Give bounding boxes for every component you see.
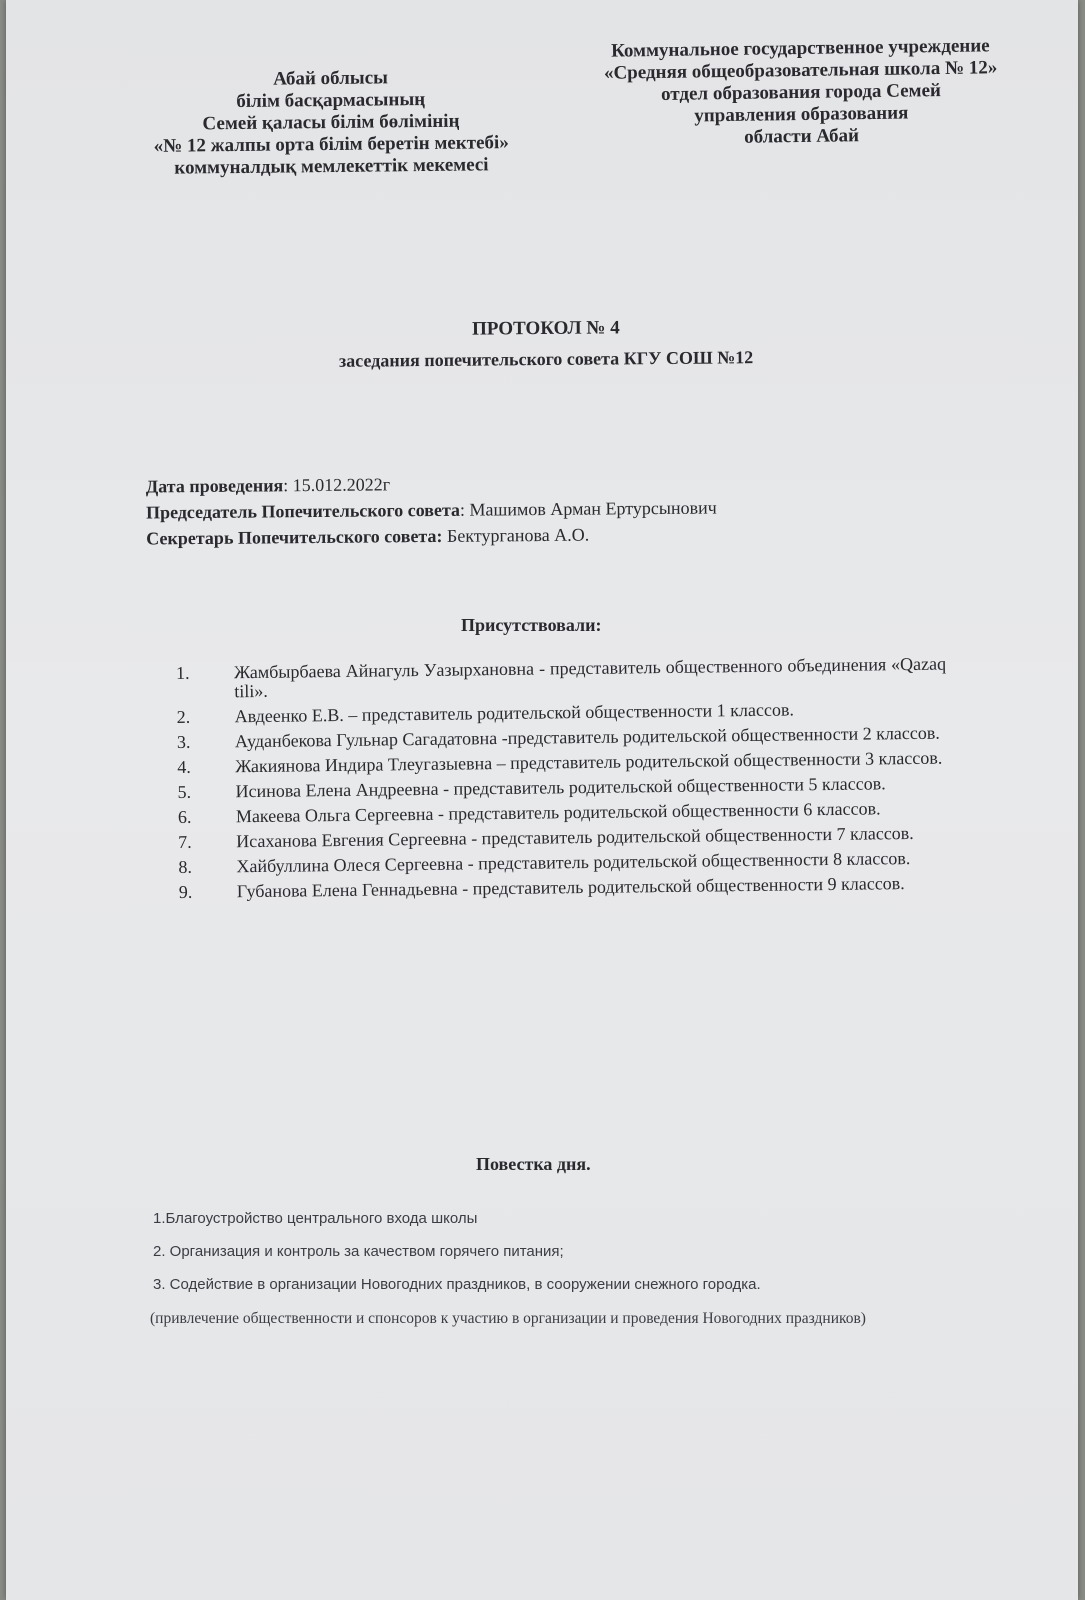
agenda-item: 2. Организация и контроль за качеством горячего питания; <box>153 1243 564 1260</box>
list-item <box>178 824 948 852</box>
list-item <box>177 774 947 802</box>
header-ru-line: Коммунальное государственное учреждение <box>610 35 990 62</box>
list-item-number: 7. <box>178 831 192 852</box>
list-item <box>178 849 948 877</box>
document-page <box>6 0 1078 1600</box>
list-item-text: Исаханова Евгения Сергеевна - представитель родительской общественности 7 классов. <box>236 823 914 852</box>
agenda-list <box>150 1210 1013 1329</box>
list-item-text: Жамбырбаева Айнагуль Уазырхановна - представитель общественного объединения «Qazaq tili». <box>233 653 947 702</box>
header-kz-line: білім басқармасының <box>236 89 426 112</box>
list-item-number: 5. <box>177 781 192 802</box>
present-heading: Присутствовали: <box>461 615 602 635</box>
meeting-secretary <box>146 519 946 552</box>
list-item <box>176 655 946 702</box>
header-kz-line: коммуналдық мемлекеттік мекемесі <box>174 154 489 179</box>
agenda-item: 3. Содействие в организации Новогодних праздников, в сооружении снежного городка. <box>153 1276 761 1293</box>
agenda-heading: Повестка дня. <box>476 1154 591 1174</box>
header-ru-line: отдел образования города Семей <box>660 80 942 105</box>
list-item-text: Исинова Елена Андреевна - представитель родительской общественности 5 классов. <box>235 773 886 802</box>
list-item-text: Ауданбекова Гульнар Сагадатовна -представитель родительской общественности 2 классов. <box>234 722 940 752</box>
list-item-number: 8. <box>178 856 193 877</box>
chair-value: : Машимов Арман Ертурсынович <box>459 497 717 520</box>
list-item-number: 3. <box>176 731 191 752</box>
list-item-number: 2. <box>176 706 191 727</box>
list-item-text: Губанова Елена Геннадьевна - представитель родительской общественности 9 классов. <box>236 873 905 902</box>
header-kazakh <box>110 66 551 181</box>
protocol-subtitle: заседания попечительского совета КГУ СОШ №12 <box>338 347 754 371</box>
header-kz-line: Абай облысы <box>273 67 389 90</box>
header-ru-line: «Средняя общеобразовательная школа № 12» <box>603 57 998 84</box>
secretary-label: Секретарь Попечительского совета: <box>146 525 443 549</box>
header-kz-line: Семей қаласы білім бөлімінің <box>202 110 460 135</box>
date-value: : 15.012.2022г <box>283 474 391 496</box>
protocol-title: ПРОТОКОЛ № 4 <box>471 317 620 340</box>
list-item <box>177 699 947 727</box>
list-item-number: 9. <box>178 881 193 902</box>
header-ru-line: управления образования <box>694 102 909 127</box>
list-item-number: 4. <box>177 756 191 777</box>
list-item <box>178 799 948 827</box>
secretary-value: Бектурганова А.О. <box>442 524 590 546</box>
header-kz-line: «№ 12 жалпы орта білім беретін мектебі» <box>153 132 509 157</box>
header-ru-line: области Абай <box>744 125 860 148</box>
list-item-text: Хайбуллина Олеся Сергеевна - представитель родительской общественности 8 классов. <box>236 848 911 877</box>
list-item-number: 1. <box>175 662 190 683</box>
header-russian <box>565 35 1036 152</box>
list-item-text: Макеева Ольга Сергеевна - представитель родительской общественности 6 классов. <box>235 798 881 827</box>
list-item <box>177 749 947 777</box>
protocol-title-block <box>236 313 856 374</box>
meeting-meta <box>146 467 947 552</box>
list-item-text: Авдеенко Е.В. – представитель родительской общественности 1 классов. <box>234 699 795 727</box>
list-item <box>179 874 949 902</box>
list-item <box>177 724 947 752</box>
chair-label: Председатель Попечительского совета <box>145 499 461 523</box>
agenda-note: (привлечение общественности и спонсоров к участию в организации и проведения Новогодних праздников) <box>150 1310 866 1327</box>
date-label: Дата проведения <box>145 475 284 497</box>
agenda-item: 1.Благоустройство центрального входа школы <box>153 1210 478 1227</box>
attendees-list <box>176 655 949 908</box>
list-item-text: Жакиянова Индира Тлеугазыевна – представитель родительской общественности 3 классов. <box>235 747 943 777</box>
list-item-number: 6. <box>177 806 192 827</box>
